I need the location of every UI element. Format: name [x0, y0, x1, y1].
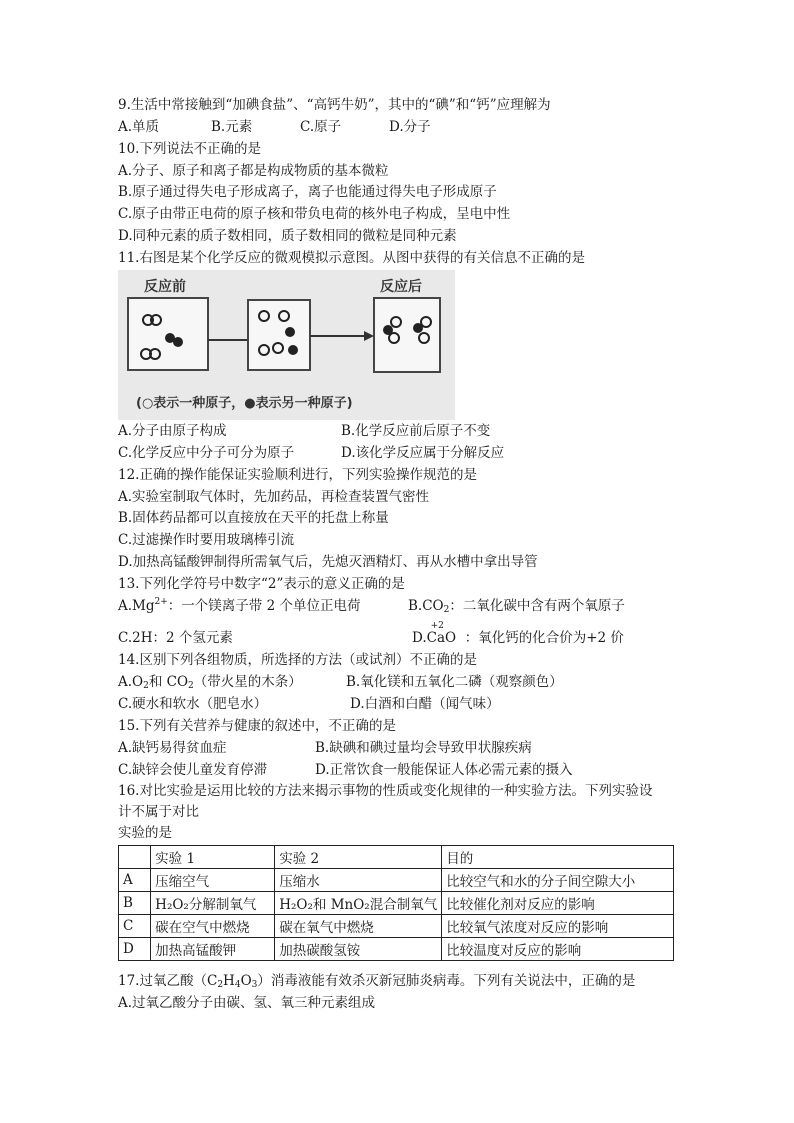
q9-option-d: D.分子	[389, 119, 431, 135]
q12-option-d: D.加热高锰酸钾制得所需氧气后，先熄灭酒精灯、再从水槽中拿出导管	[118, 554, 538, 570]
table-cell: 比较催化剂对反应的影响	[442, 892, 674, 915]
table-cell: H₂O₂和 MnO₂混合制氧气	[275, 892, 442, 915]
table-cell: 压缩空气	[151, 869, 275, 892]
q12-option-c: C.过滤操作时要用玻璃棒引流	[118, 532, 295, 548]
table-row	[119, 938, 674, 961]
q9-option-c: C.原子	[300, 119, 342, 135]
table-cell: 加热碳酸氢铵	[275, 938, 442, 961]
diagram-caption: (○表示一种原子，●表示另一种原子)	[136, 396, 353, 411]
table-row	[119, 892, 674, 915]
q16-stem-line2: 计不属于对比	[118, 804, 199, 820]
experiment-table	[118, 845, 674, 961]
table-cell: 加热高锰酸钾	[151, 938, 275, 961]
q13-option-b: $B.CO_2$：二氧化碳中含有两个氧原子	[408, 598, 625, 615]
table-row	[119, 915, 674, 938]
q14-option-d: D.白酒和白醋（闻气味）	[350, 696, 500, 712]
table-row	[119, 869, 674, 892]
q13-option-d: D. +2 CaO ：氧化钙的化合价为+2 价	[412, 621, 624, 646]
q16-stem-line3: 实验的是	[118, 825, 172, 841]
table-cell: 比较温度对反应的影响	[442, 938, 674, 961]
q10-option-d: D.同种元素的质子数相同，质子数相同的微粒是同种元素	[118, 228, 457, 244]
q10-stem: 10.下列说法不正确的是	[118, 141, 261, 157]
table-header-row	[119, 846, 674, 869]
q15-option-a: A.缺钙易得贫血症	[118, 740, 227, 756]
q11-option-c: C.化学反应中分子可分为原子	[118, 445, 295, 461]
q13-option-a: $A.Mg^{2+}$：一个镁离子带 2 个单位正电荷	[118, 597, 361, 614]
q14-option-b: B.氧化镁和五氧化二磷（观察颜色）	[346, 674, 563, 690]
table-cell: 碳在空气中燃烧	[151, 915, 275, 938]
q12-option-b: B.固体药品都可以直接放在天平的托盘上称量	[118, 510, 389, 526]
q9-option-b: B.元素	[211, 119, 253, 135]
table-cell: D	[119, 938, 151, 961]
q11-stem: 11.右图是某个化学反应的微观模拟示意图。从图中获得的有关信息不正确的是	[118, 250, 585, 266]
q15-option-d: D.正常饮食一般能保证人体必需元素的摄入	[315, 762, 573, 778]
after-label: 反应后	[380, 279, 422, 295]
q16-stem-line1: 16.对比实验是运用比较的方法来揭示事物的性质或变化规律的一种实验方法。下列实验设	[118, 783, 653, 799]
table-cell: A	[119, 869, 151, 892]
table-cell: 压缩水	[275, 869, 442, 892]
q12-option-a: A.实验室制取气体时，先加药品，再检查装置气密性	[118, 489, 430, 505]
q14-option-c: C.硬水和软水（肥皂水）	[118, 696, 268, 712]
table-cell: 碳在氧气中燃烧	[275, 915, 442, 938]
table-header-cell: 实验 1	[151, 846, 275, 869]
q17-stem: 17.过氧乙酸$(C_2H_4O_3)$消毒液能有效杀灭新冠肺炎病毒。下列有关说法中，正确的是	[118, 973, 636, 990]
table-header-cell: 目的	[442, 846, 674, 869]
table-cell: 比较空气和水的分子间空隙大小	[442, 869, 674, 892]
q10-option-b: B.原子通过得失电子形成离子，离子也能通过得失电子形成原子	[118, 184, 497, 200]
q10-option-c: C.原子由带正电荷的原子核和带负电荷的核外电子构成，呈电中性	[118, 206, 511, 222]
q11-option-b: B.化学反应前后原子不变	[341, 423, 491, 439]
q13-stem: 13.下列化学符号中数字“2”表示的意义正确的是	[118, 576, 405, 592]
table-cell: 比较氧气浓度对反应的影响	[442, 915, 674, 938]
q17-option-a: A.过氧乙酸分子由碳、氢、氧三种元素组成	[118, 995, 376, 1011]
q13-option-c: C.2H：2 个氢元素	[118, 630, 233, 646]
q12-stem: 12.正确的操作能保证实验顺利进行，下列实验操作规范的是	[118, 467, 477, 483]
q15-option-b: B.缺碘和碘过量均会导致甲状腺疾病	[315, 740, 532, 756]
q9-option-a: A.单质	[118, 119, 160, 135]
table-cell: H₂O₂分解制氧气	[151, 892, 275, 915]
q15-option-c: C.缺锌会使儿童发育停滞	[118, 762, 268, 778]
q9-stem: 9.生活中常接触到“加碘食盐”、“高钙牛奶”，其中的“碘”和“钙”应理解为	[118, 97, 551, 113]
q15-stem: 15.下列有关营养与健康的叙述中，不正确的是	[118, 718, 396, 734]
reaction-diagram	[118, 270, 455, 420]
table-header-cell: 实验 2	[275, 846, 442, 869]
table-cell: C	[119, 915, 151, 938]
before-label: 反应前	[144, 279, 186, 295]
table-cell: B	[119, 892, 151, 915]
table-header-cell	[119, 846, 151, 869]
q11-option-a: A.分子由原子构成	[118, 423, 227, 439]
q10-option-a: A.分子、原子和离子都是构成物质的基本微粒	[118, 163, 389, 179]
q14-stem: 14.区别下列各组物质，所选择的方法（或试剂）不正确的是	[118, 652, 477, 668]
q11-option-d: D.该化学反应属于分解反应	[341, 445, 505, 461]
q14-option-a: $A.O_2$和 $CO_2$（带火星的木条）	[118, 674, 302, 691]
